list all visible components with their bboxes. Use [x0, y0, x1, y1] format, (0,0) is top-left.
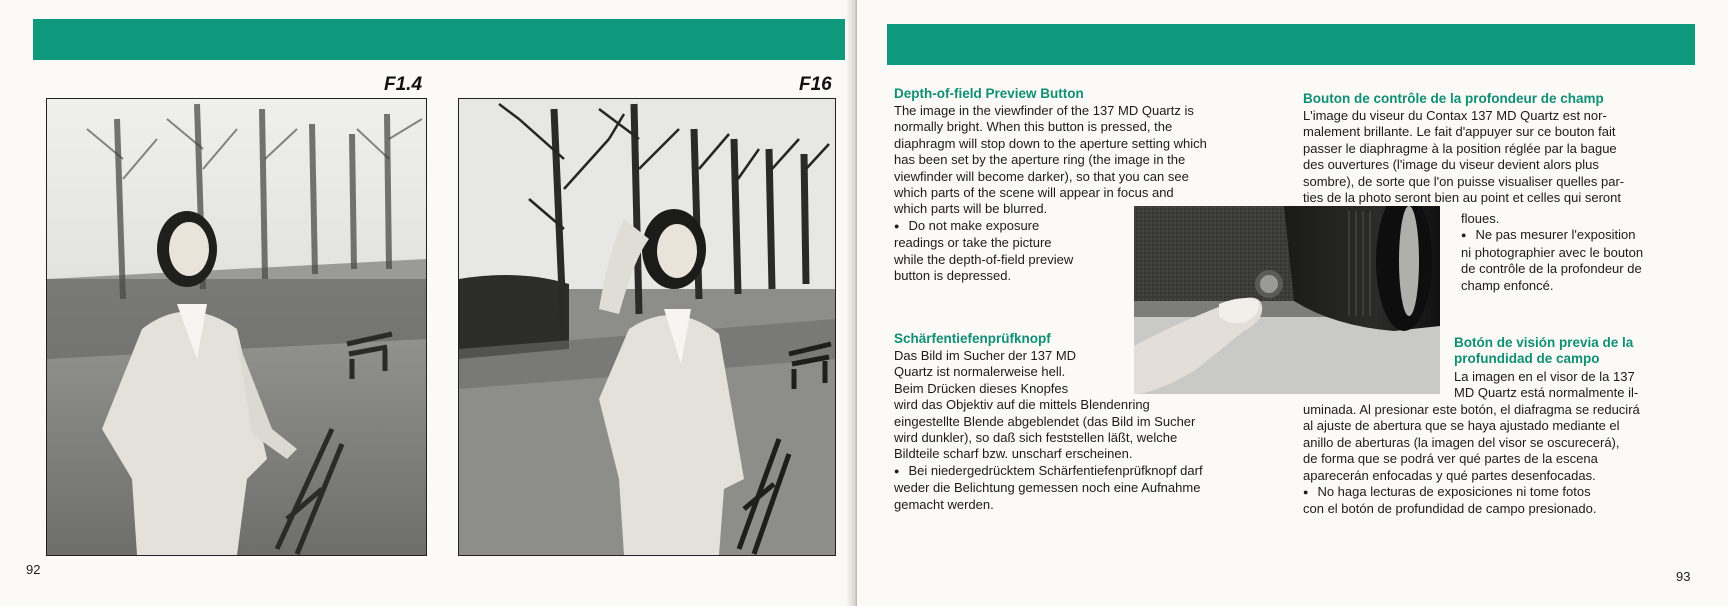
text-line: uminada. Al presionar este botón, el diafragma se reducirá: [1303, 402, 1640, 417]
left-page: [0, 0, 855, 606]
header-band-left: [33, 19, 845, 60]
text-line: de contrôle de la profondeur de: [1461, 261, 1642, 277]
text-line: readings or take the picture: [894, 235, 1052, 251]
text-line: wird das Objektiv auf die mittels Blendenring: [894, 397, 1150, 413]
header-band-right: [887, 24, 1695, 65]
french-body: [1303, 108, 1693, 206]
german-bullet-note: [894, 463, 1274, 513]
text-line: normally bright. When this button is pressed, the: [894, 119, 1173, 135]
text-line: ties de la photo seront bien au point et celles qui seront: [1303, 190, 1621, 206]
text-line: which parts of the scene will appear in focus and: [894, 185, 1174, 201]
text-line: malement brillante. Le fait d'appuyer sur ce bouton fait: [1303, 124, 1616, 140]
french-bullet-note: [1461, 227, 1691, 294]
heading-line: Botón de visión previa de la: [1454, 335, 1634, 350]
text-line: wird dunkler), so daß sich feststellen läßt, welche: [894, 430, 1178, 446]
text-line: Quartz ist normalerweise hell.: [894, 364, 1066, 380]
text-line: while the depth-of-field preview: [894, 251, 1074, 267]
aperture-label-f1-4: F1.4: [384, 74, 423, 95]
text-line: champ enfoncé.: [1461, 277, 1554, 293]
text-line: weder die Belichtung gemessen noch eine Aufnahme: [894, 480, 1201, 496]
text-line: ni photographier avec le bouton: [1461, 244, 1644, 260]
text-line: MD Quartz está normalmente il-: [1454, 385, 1639, 401]
text-line: aparecerán enfocadas y qué partes desenfocadas.: [1303, 467, 1596, 483]
text-line: anillo de aberturas (la imagen del visor se oscurecerá),: [1303, 434, 1620, 450]
text-line: al ajuste de abertura que se haya ajustado mediante el: [1303, 418, 1620, 434]
text-line: Beim Drücken dieses Knopfes: [894, 380, 1069, 396]
page-number-left: 92: [26, 562, 41, 577]
spanish-body-intro: [1454, 369, 1694, 402]
text-line: diaphragm will stop down to the aperture setting which: [894, 135, 1207, 151]
spanish-heading: [1454, 335, 1633, 367]
english-heading: Depth-of-field Preview Button: [894, 86, 1084, 101]
text-line: sombre), de sorte que l'on puisse visualiser quelles par-: [1303, 173, 1625, 189]
french-body-continued: [1461, 211, 1691, 294]
text-line: de forma que se podrá ver qué partes de la escena: [1303, 451, 1598, 467]
camera-preview-button-photo-icon: [1134, 206, 1440, 394]
text-line: La imagen en el visor de la 137: [1454, 369, 1635, 384]
text-line: ● No haga lecturas de exposiciones ni tome fotos: [1303, 484, 1695, 501]
text-line: con el botón de profundidad de campo presionado.: [1303, 501, 1597, 517]
text-line: floues.: [1461, 211, 1500, 226]
text-line: Bildteile scharf bzw. unscharf erscheinen.: [894, 446, 1133, 462]
text-line: The image in the viewfinder of the 137 MD Quartz is: [894, 103, 1194, 118]
text-line: ● Bei niedergedrücktem Schärfentiefenprüfknopf darf: [894, 463, 1274, 480]
text-line: viewfinder will become darker), so that you can see: [894, 168, 1189, 184]
text-line: passer le diaphragme à la position réglée par la bague: [1303, 140, 1617, 156]
portrait-photo-deep-depth-icon: [458, 98, 836, 556]
text-line: des ouvertures (l'image du viseur devient alors plus: [1303, 157, 1599, 173]
text-line: L'image du viseur du Contax 137 MD Quartz est nor-: [1303, 108, 1607, 123]
text-line: has been set by the aperture ring (the image in the: [894, 152, 1186, 168]
page-number-right: 93: [1676, 569, 1691, 584]
heading-line: profundidad de campo: [1454, 351, 1600, 366]
text-line: ● Do not make exposure: [894, 218, 1274, 235]
text-line: ● Ne pas mesurer l'exposition: [1461, 227, 1691, 244]
spanish-bullet-note: [1303, 484, 1695, 518]
french-heading: Bouton de contrôle de la profondeur de champ: [1303, 91, 1604, 106]
text-line: button is depressed.: [894, 268, 1012, 284]
text-line: eingestellte Blende abgeblendet (das Bild im Sucher: [894, 413, 1196, 429]
text-line: Das Bild im Sucher der 137 MD: [894, 348, 1077, 363]
spanish-body: [1303, 402, 1695, 518]
portrait-photo-shallow-depth-icon: [46, 98, 427, 556]
german-heading: Schärfentiefenprüfknopf: [894, 331, 1051, 346]
text-line: gemacht werden.: [894, 496, 994, 512]
text-line: which parts will be blurred.: [894, 201, 1048, 217]
aperture-label-f16: F16: [799, 74, 832, 95]
